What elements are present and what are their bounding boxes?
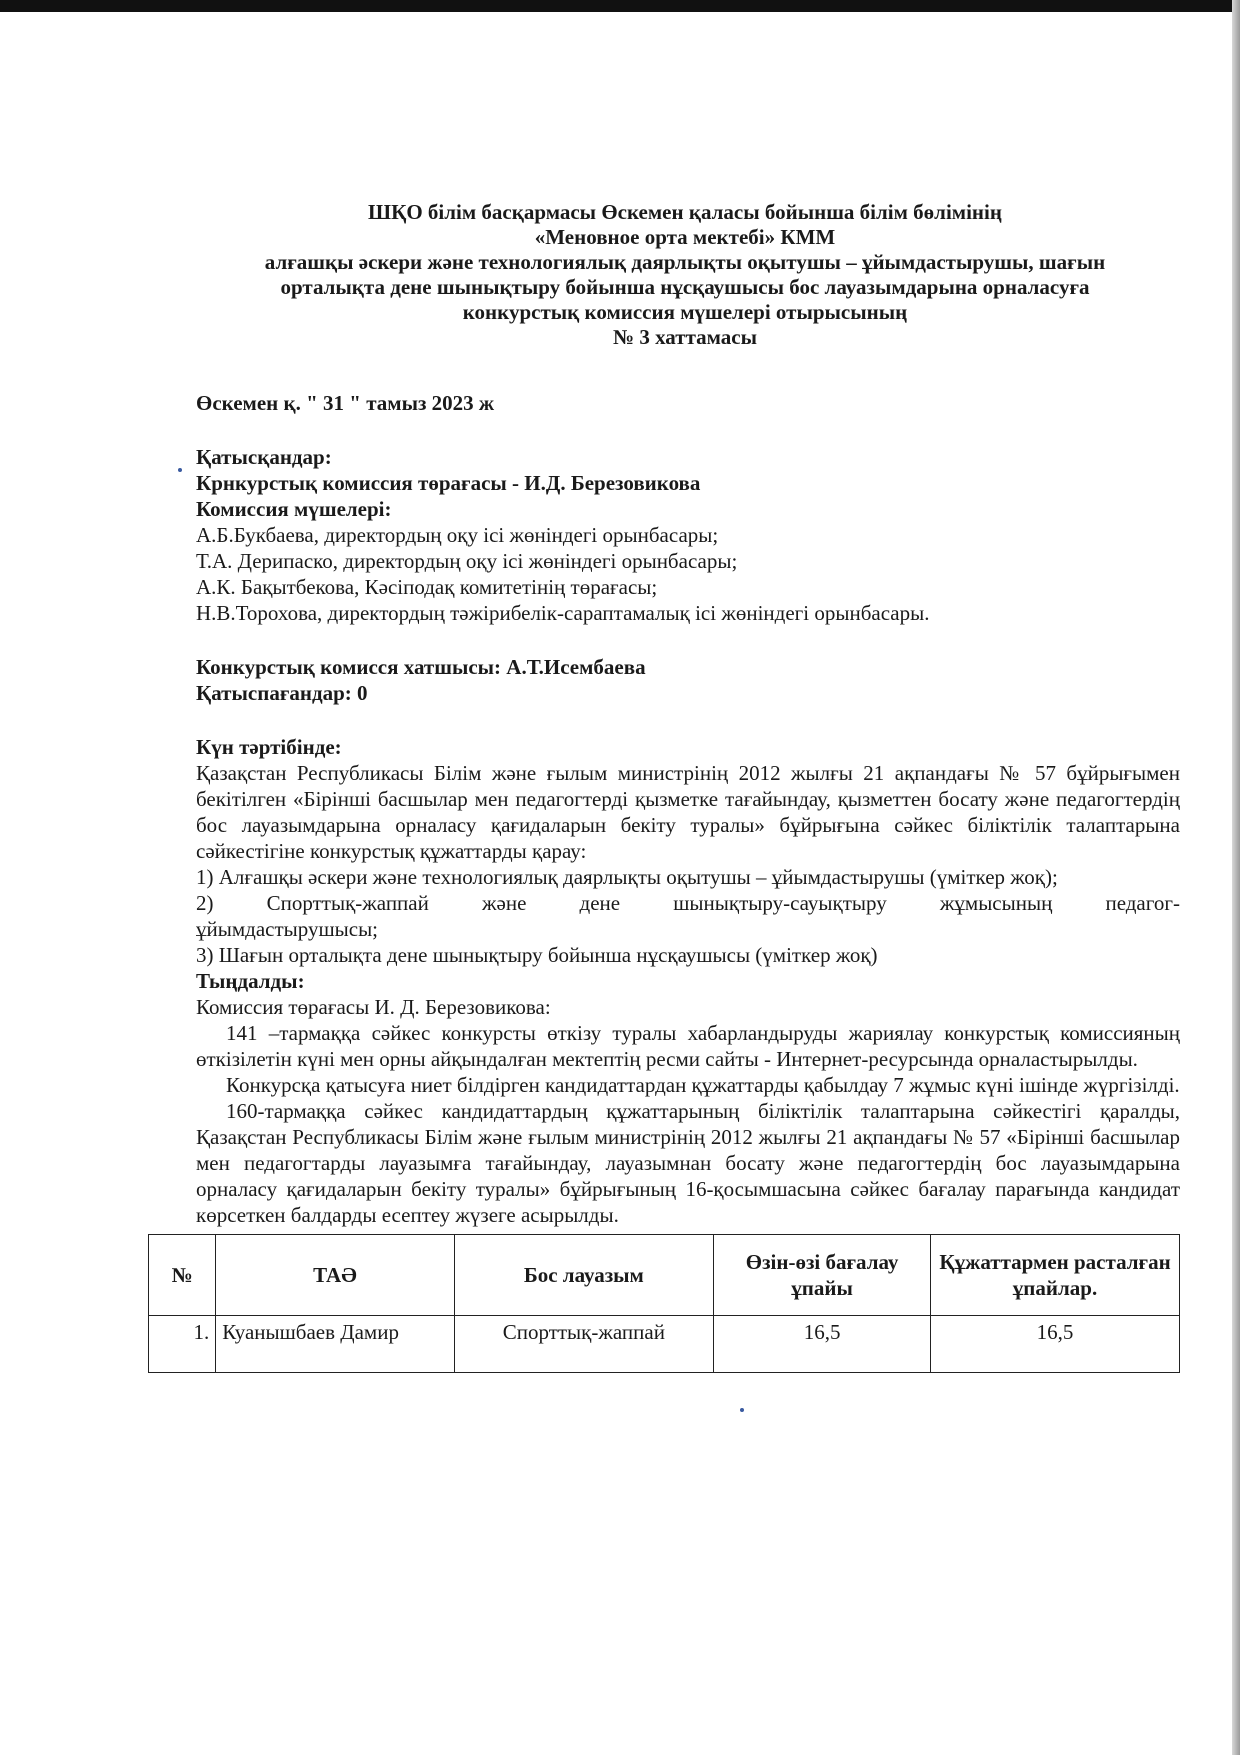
participants-heading: Қатысқандар: [196, 445, 332, 469]
agenda-item-2-word: және [482, 891, 527, 915]
agenda-item-1: 1) Алғашқы әскери және технологиялық даярлықты оқытушы – ұйымдастырушы (үміткер жоқ); [196, 865, 1058, 889]
document-header [190, 200, 1180, 350]
agenda-item-2-word: дене [579, 891, 621, 915]
commission-chair: Крнкурстық комиссия төрағасы - И.Д. Березовикова [196, 471, 701, 495]
agenda-item-2-word: шынықтыру-сауықтыру [673, 891, 887, 915]
scan-speck [178, 468, 182, 472]
candidates-table [148, 1234, 1180, 1373]
absent: Қатыспағандар: 0 [196, 681, 368, 705]
member-4: Н.В.Торохова, директордың тәжірибелік-сараптамалық ісі жөніндегі орынбасары. [196, 601, 930, 625]
column-header-confirmed-score: Құжаттармен расталған ұпайлар. [931, 1235, 1180, 1316]
table-row [149, 1316, 1180, 1373]
secretary: Конкурстық комисся хатшысы: А.Т.Исембаева [196, 655, 646, 679]
agenda-item-2-word: 2) [196, 891, 214, 915]
header-line-2: «Меновное орта мектебі» КММ [534, 225, 836, 249]
heard-heading: Тыңдалды: [196, 969, 305, 993]
member-2: Т.А. Дерипаско, директордың оқу ісі жөніндегі орынбасары; [196, 549, 738, 573]
header-line-3: алғашқы әскери және технологиялық даярлықты оқытушы – ұйымдастырушы, шағын [264, 250, 1106, 274]
column-header-number: № [149, 1235, 216, 1316]
header-line-1: ШҚО білім басқармасы Өскемен қаласы бойынша білім бөлімінің [368, 200, 1002, 224]
scan-speck [740, 1408, 744, 1412]
scan-border-right [1232, 0, 1240, 1755]
header-line-5: конкурстық комиссия мүшелері отырысының [462, 300, 908, 324]
agenda-item-2-continuation: ұйымдастырушысы; [196, 917, 379, 941]
header-line-6: № 3 хаттамасы [612, 325, 758, 349]
cell-confirmed-score: 16,5 [931, 1316, 1180, 1373]
member-3: А.К. Бақытбекова, Кәсіподақ комитетінің төрағасы; [196, 575, 658, 599]
date-line: Өскемен қ. " 31 " тамыз 2023 ж [196, 391, 495, 415]
heard-paragraph-3: 160-тармаққа сәйкес кандидаттардың құжаттарының біліктілік талаптарына сәйкестігі қаралды, Қазақстан Республикасы Білім және ғылым министрінің 2012 жылғы 21 ақпандағы № 57 «Бірінші басшылар мен педагогтарды лауазымға тағайындау, лауазымнан босату және педагогтердің бос лауазымдарына орналасу қағидаларын бекіту туралы» бұйрығының 16-қосымшасына сәйкес бағалау парағында кандидат көрсеткен балдарды есептеу жүзеге асырылды. [196, 1099, 1180, 1227]
document-page [171, 200, 1180, 1373]
cell-name: Куанышбаев Дамир [216, 1316, 454, 1373]
heard-speaker: Комиссия төрағасы И. Д. Березовикова: [196, 995, 551, 1019]
cell-self-score: 16,5 [714, 1316, 931, 1373]
cell-number: 1. [149, 1316, 216, 1373]
agenda-item-2-word: жұмысының [939, 891, 1053, 915]
agenda-item-3: 3) Шағын орталықта дене шынықтыру бойынша нұсқаушысы (үміткер жоқ) [196, 943, 878, 967]
cell-position: Спорттық-жаппай [454, 1316, 714, 1373]
table-header-row [149, 1235, 1180, 1316]
member-1: А.Б.Букбаева, директордың оқу ісі жөніндегі орынбасары; [196, 523, 719, 547]
scan-border-top [0, 0, 1240, 12]
agenda-item-2 [196, 890, 1180, 916]
members-heading: Комиссия мүшелері: [196, 497, 392, 521]
heard-paragraph-2: Конкурсқа қатысуға ниет білдірген кандидаттардан құжаттарды қабылдау 7 жұмыс күні ішінде жүргізілді. [226, 1073, 1180, 1097]
heard-paragraph-1: 141 –тармаққа сәйкес конкурсты өткізу туралы хабарландыруды жариялау конкурстық комиссияның өткізілетін күні мен орны айқындалған мектептің ресми сайты - Интернет-ресурсында орналастырылды. [196, 1021, 1180, 1071]
agenda-item-2-word: педагог- [1105, 891, 1180, 915]
agenda-intro: Қазақстан Республикасы Білім және ғылым министрінің 2012 жылғы 21 ақпандағы № 57 бұйрығымен бекітілген «Бірінші басшылар мен педагогтерді қызметке тағайындау, қызметтен босату және педагогтердің бос лауазымдарына орналасу қағидаларын бекіту туралы» бұйрығына сәйкес біліктілік талаптарына сәйкестігіне конкурстық құжаттарды қарау: [196, 761, 1180, 863]
column-header-name: ТАӘ [216, 1235, 454, 1316]
agenda-item-2-word: Спорттық-жаппай [266, 891, 429, 915]
column-header-position: Бос лауазым [454, 1235, 714, 1316]
header-line-4: орталықта дене шынықтыру бойынша нұсқаушысы бос лауазымдарына орналасуға [280, 275, 1090, 299]
agenda-heading: Күн тәртібінде: [196, 735, 342, 759]
column-header-self-score: Өзін-өзі бағалау ұпайы [714, 1235, 931, 1316]
